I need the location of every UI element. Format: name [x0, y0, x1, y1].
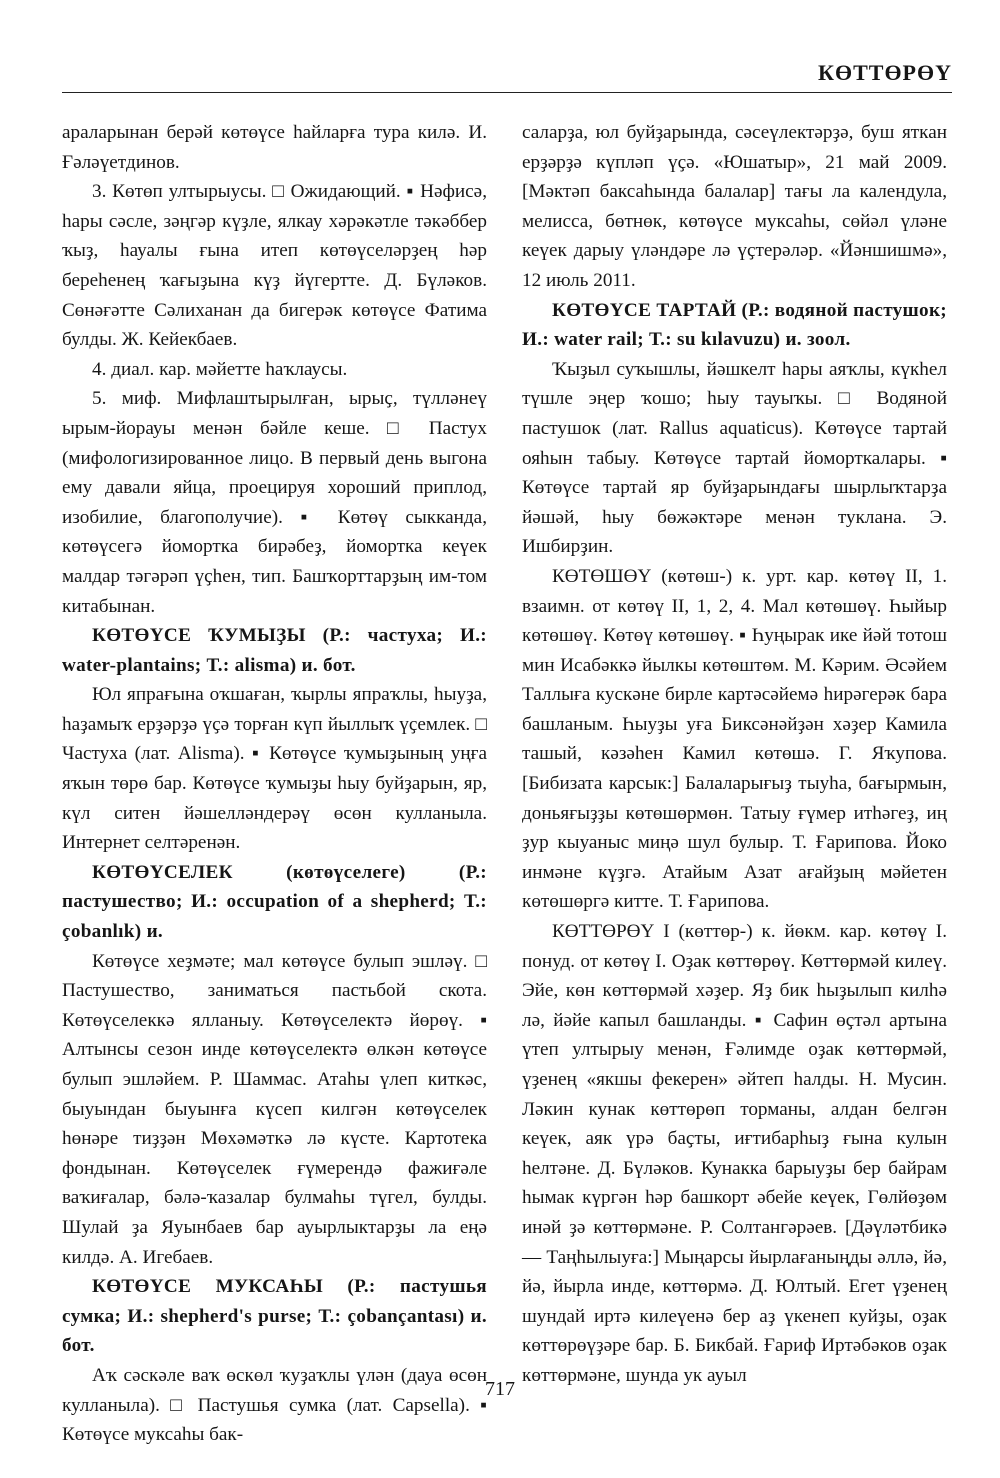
headword-line: КӨТӨҮСЕ МУКСАҺЫ (Р.: пастушья сумка; И.: shepherd's purse; Т.: çobançantası) и. бот. — [62, 1276, 487, 1357]
entry-paragraph: Ҡыҙыл суҡышлы, йәшкелт һары аяҡлы, күкһел түшле эңер ҡошо; һыу тауыҡы. □ Водяной пастушок (лат. Rallus aquaticus). Көтөүсе тартай ояһын табыу. Көтөүсе тартай йоморткалары. ▪ Көтөүсе тартай яр буйҙарындағы шырлыҡтарҙа йәшәй, һыу бөжәктәре менән туклана. Э. Ишбирҙин. — [522, 358, 947, 558]
headword-line: КӨТӨҮСЕ ТАРТАЙ (Р.: водяной пастушок; И.: water rail; Т.: su kılavuzu) и. зоол. — [522, 299, 947, 351]
entry-paragraph: 4. диал. кар. мәйетте һаҡлаусы. — [92, 358, 348, 380]
entry-paragraph: Көтөүсе хеҙмәте; мал көтөүсе булып эшләү. □ Пастушество, заниматься пастьбой скота. Көтөүселеккә ялланыу. Көтөүселектә йөрөү. ▪ Алтынсы сезон инде көтөүселектә өлкән көтөүсе булып эшләйем. Р. Шаммас. Атаһы үлеп киткәс, быуындан быуынға күсеп килгән көтөүселек һөнәре тиҙҙән Мөхәмәткә лә күсте. Картотека фондынан. Көтөүселек ғүмерендә фажиғәле ваҡиғалар, бәлә-ҡазалар булмаһы түгел, булды. Шулай ҙа Яуынбаев бар ауырлыктарҙы ла еңә килдә. А. Игебаев. — [62, 950, 487, 1268]
entry-paragraph: КӨТӨШӨҮ (көтөш-) к. урт. кар. көтөү II, 1. взаимн. от көтөү II, 1, 2, 4. Мал көтөшөү. Һыйыр көтөшөү. Көтөү көтөшөү. ▪ Һуңырак ике йәй тотош мин Исабәккә йылкы көтөштөм. М. Кәрим. Әсәйем Таллыға кускәне бирле картәсәйемә һирәгерәк бара башланым. Һыуҙы уға Биксәнәйҙән хәҙер Камила ташый, кәзәһен Камил көтөшә. Г. Яҡупова. [Бибизата карсык:] Балаларығыҙ тыуһа, бағырмын, доньяғыҙҙы көтөшөрмөн. Татыу ғүмер итһәгеҙ, иң ҙур кыуаныс миңә шул булыр. Т. Ғарипова. Йоко инмәне күҙгә. Атайым Азат ағайҙың мәйетен көтөшөргә китте. Т. Ғарипова. — [522, 565, 947, 913]
headword-line: КӨТӨҮСЕ ҠУМЫҘЫ (Р.: частуха; И.: water-plantains; Т.: alisma) и. бот. — [62, 625, 487, 676]
entry-paragraph: 3. Көтөп ултырыусы. □ Ожидающий. ▪ Нәфисә, һары сәсле, зәңгәр күҙле, ялкау хәрәкәтле тәкәббер ҡыҙ, һауалы ғына итеп көтөүселәрҙең һәр береһенең ҡағыҙына күҙ йүгертте. Д. Бүләков. Сөнәғәтте Сәлиханан да бигерәк көтөүсе Фатима булды. Ж. Кейекбаев. — [62, 181, 487, 351]
running-head: КӨТТӨРӨҮ — [818, 60, 952, 85]
header-rule — [62, 92, 952, 93]
left-column — [62, 118, 487, 1450]
entry-paragraph: КӨТТӨРӨҮ I (көттөр-) к. йөкм. кар. көтөү I. понуд. от көтөү I. Оҙак көттөрөү. Көттөрмәй килеү. Эйе, көн көттөрмәй хәҙер. Яҙ бик һыҙылып килһә лә, йәйе капыл башланды. ▪ Сафин өҫтәл артына үтеп ултырыу менән, Ғәлимде оҙак көттөрмәй, үҙенең «якшы фекерен» әйтеп һалды. Н. Мусин. Ләкин кунак көттөрөп торманы, алдан белгән кеүек, аяк үрә баҫты, иғтибарһыҙ ғына кулын һелтәне. Д. Бүләков. Кунакка барыуҙы бер байрам һымак күргән һәр башкорт әбейе кеүек, Гөлйөҙөм инәй ҙә көттөрмәне. Р. Солтангәрәев. [Дәүләтбикә — Таңһылыуға:] Мыңарсы йырлағаныңды әллә, йә, йә, йырла инде, көттөрмә. Д. Юлтый. Егет үҙенең шундай иртә килеүенә бер аҙ үкенеп куйҙы, оҙак көттөрөүҙәре бар. Б. Бикбай. Ғариф Иртәбәков оҙак көттөрмәне, шунда ук ауыл — [522, 921, 947, 1386]
headword-line: КӨТӨҮСЕЛЕК (көтөүселеге) (Р.: пастушество; И.: occupation of a shepherd; Т.: çobanlık) и. — [62, 861, 487, 943]
entry-paragraph: саларҙа, юл буйҙарында, сәсеүлектәрҙә, буш яткан ерҙәрҙә күпләп үҫә. «Юшатыр», 21 май 2009. [Мәктәп баксаһында балалар] тағы ла календула, мелисса, бөтнөк, көтөүсе муксаһы, сөйәл үләне кеүек дарыу үләндәре лә үҫтерәләр. «Йәншишмә», 12 июль 2011. — [522, 122, 947, 291]
entry-paragraph: 5. миф. Мифлаштырылған, ырыҫ, түлләнеү ырым-йорауы менән бәйле кеше. □ Пастух (мифологизированное лицо. В первый день выгона ему давали яйца, проецируя хороший приплод, изобилие, благополучие). ▪ Көтөү сыкканда, көтөүсегә йомортка бирәбеҙ, йомортка кеүек малдар тәгәрәп үҫһен, тип. Башҡорттарҙың им-том китабынан. — [62, 388, 487, 617]
entry-paragraph: араларынан берәй көтөүсе һайларға тура килә. И. Ғәләүетдинов. — [62, 122, 487, 173]
page-number: 717 — [485, 1378, 515, 1400]
entry-paragraph: Аҡ сәскәле ваҡ өскөл ҡуҙаҡлы үлән (дауа өсөн кулланыла). □ Пастушья сумка (лат. Capsella). ▪ Көтөүсе муксаһы бак- — [62, 1364, 487, 1446]
entry-paragraph: Юл япрағына оҡшаған, ҡырлы япраҡлы, һыуҙа, һаҙамыҡ ерҙәрҙә үҫә торған күп йыллыҡ үҫемлек. □ Частуха (лат. Alisma). ▪ Көтөүсе ҡумыҙының уңға яҡын төрө бар. Көтөүсе ҡумыҙы һыу буйҙарын, яр, күл ситен йәшелләндерәү өсөн кулланыла. Интернет селтәренән. — [62, 684, 487, 854]
right-column — [522, 118, 947, 1391]
